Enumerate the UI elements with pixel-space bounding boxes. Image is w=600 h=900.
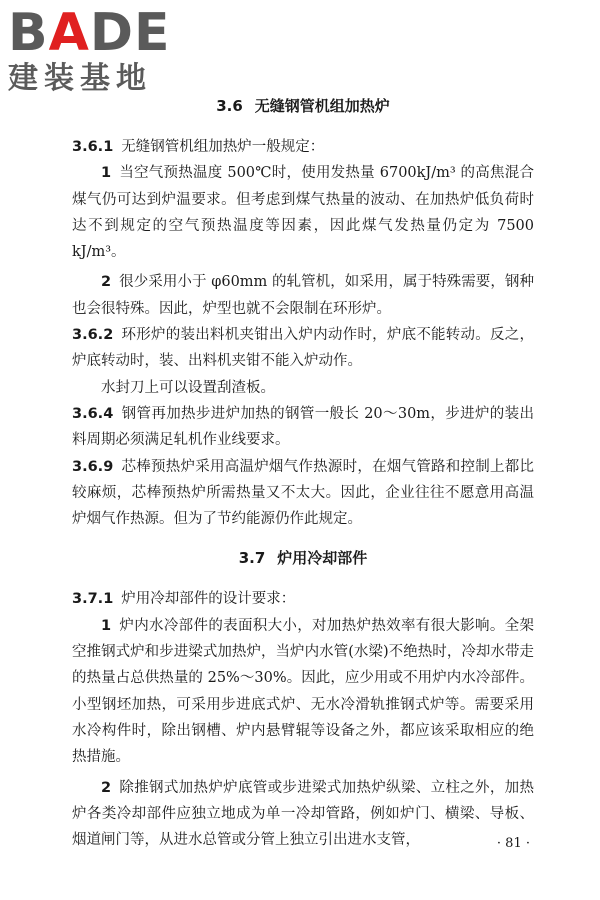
item-text: 当空气预热温度 500℃时，使用发热量 6700kJ/m³ 的高焦混合煤气仍可达到炉温要求。但考虑到煤气热量的波动、在加热炉低负荷时达不到规定的空气预热温度等因素，因此煤气发热量仍定为 7500 kJ/m³。 <box>72 165 534 261</box>
clause-text: 芯棒预热炉采用高温炉烟气作热源时，在烟气管路和控制上都比较麻烦，芯棒预热炉所需热量又不太大。因此，企业往往不愿意用高温炉烟气作热源。但为了节约能源仍作此规定。 <box>72 458 534 528</box>
item-text: 除推钢式加热炉炉底管或步进梁式加热炉纵梁、立柱之外，加热炉各类冷却部件应独立地成为单一冷却管路，例如炉门、横梁、导板、烟道闸门等，从进水总管或分管上独立引出进水支管， <box>72 779 534 849</box>
clause-3-6-1 <box>72 134 534 160</box>
clause-3-6-9 <box>72 454 534 533</box>
clause-number: 3.6.4 <box>72 405 114 422</box>
logo <box>8 3 178 96</box>
item-number: 1 <box>101 165 112 182</box>
section-number: 3.6 <box>216 97 243 115</box>
logo-letter-a: A <box>48 3 90 63</box>
logo-wordmark <box>8 3 178 63</box>
clause-text: 炉用冷却部件的设计要求： <box>121 591 296 608</box>
clause-number: 3.6.2 <box>72 327 114 344</box>
page-number: · 81 · <box>496 836 530 851</box>
item-text: 炉内水冷部件的表面积大小，对加热炉热效率有很大影响。全架空推钢式炉和步进梁式加热炉，当炉内水管(水梁)不绝热时，冷却水带走的热量占总供热量的 25%～30%。因此，应少用或不用炉内水冷部件。小型钢坯加热，可采用步进底式炉、无水冷滑轨推钢式炉等。需要采用水冷构件时，除出钢槽、炉内悬臂辊等设备之外，都应该采取相应的绝热措施。 <box>72 617 534 766</box>
clause-3-7-1 <box>72 586 534 612</box>
section-number: 3.7 <box>238 549 266 568</box>
item-text: 很少采用小于 φ60mm 的轧管机，如采用，属于特殊需要，钢种也会很特殊。因此，炉型也就不会限制在环形炉。 <box>72 274 534 317</box>
clause-number: 3.7.1 <box>72 591 114 608</box>
item-2 <box>72 775 534 854</box>
clause-text: 无缝钢管机组加热炉一般规定： <box>121 139 325 155</box>
item-2 <box>72 269 534 322</box>
item-number: 1 <box>101 617 112 634</box>
document-page <box>72 96 534 853</box>
clause-text: 环形炉的装出料机夹钳出入炉内动作时，炉底不能转动。反之，炉底转动时，装、出料机夹钳不能入炉动作。 <box>72 327 534 370</box>
section-heading: 炉用冷却部件 <box>277 549 368 568</box>
item-number: 2 <box>101 274 112 291</box>
section-heading: 无缝钢管机组加热炉 <box>254 97 390 115</box>
logo-letters-de: DE <box>89 3 171 63</box>
clause-text: 钢管再加热步进炉加热的钢管一般长 20～30m，步进炉的装出料周期必须满足轧机作业线要求。 <box>72 405 534 449</box>
section-title-3-7 <box>72 548 534 568</box>
section-title-3-6 <box>72 96 534 116</box>
logo-subtitle: 建装基地 <box>8 61 152 96</box>
item-number: 2 <box>101 779 112 796</box>
clause-number: 3.6.1 <box>72 139 114 155</box>
logo-letter-b: B <box>8 3 49 63</box>
item-1 <box>72 160 534 265</box>
item-1 <box>72 613 534 771</box>
clause-3-6-2 <box>72 322 534 375</box>
clause-3-6-4 <box>72 401 534 454</box>
clause-3-6-2-extra: 水封刀上可以设置刮渣板。 <box>101 379 275 396</box>
clause-number: 3.6.9 <box>72 458 114 475</box>
